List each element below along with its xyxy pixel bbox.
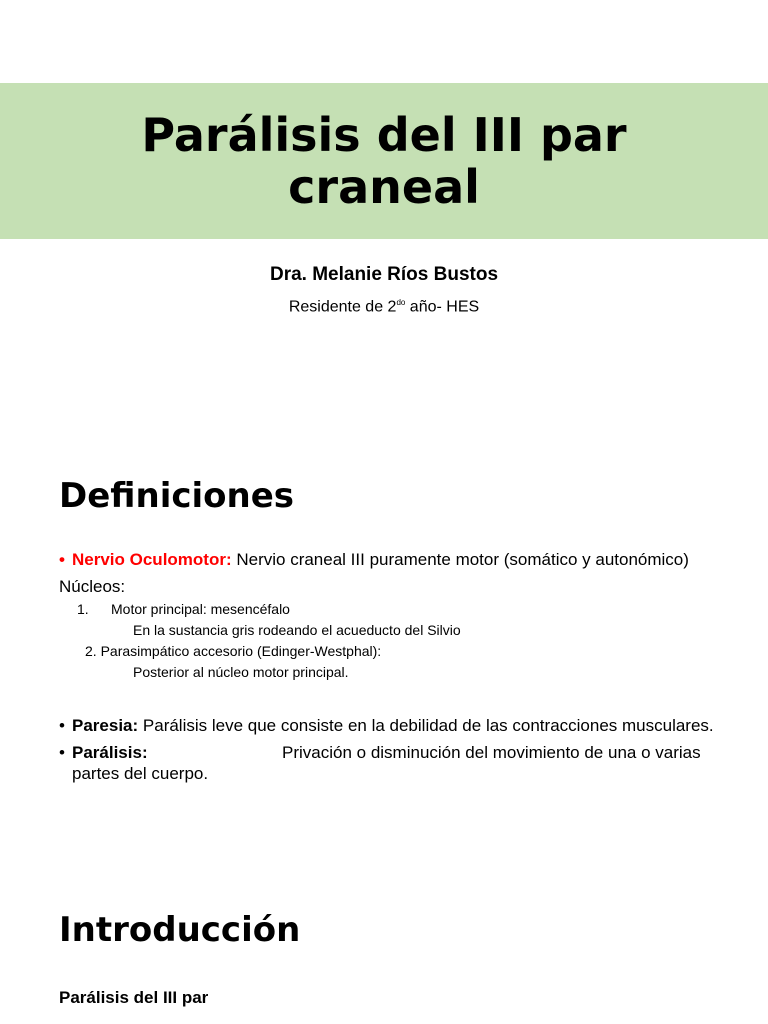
author-role [0, 298, 768, 316]
numbered-item-1 [77, 601, 290, 617]
term-nervio-oculomotor: Nervio Oculomotor: [72, 550, 232, 569]
bullet-paralisis [59, 743, 729, 763]
numbered-item-2: 2. Parasimpático accesorio (Edinger-Westphal): [85, 643, 382, 659]
bullet-nervio-oculomotor [59, 550, 689, 570]
definition-paralisis: Privación o disminución del movimiento de una o varias [282, 743, 701, 762]
definition-paralisis-continued: partes del cuerpo. [72, 764, 209, 783]
bullet-paresia [59, 716, 714, 736]
role-superscript: do [396, 298, 406, 307]
numbered-item-1-sub: En la sustancia gris rodeando el acueducto del Silvio [133, 622, 461, 638]
bullet-marker: • [59, 743, 65, 762]
term-paralisis: Parálisis: [72, 743, 148, 762]
bullet-marker: • [59, 716, 65, 735]
term-paresia: Paresia: [72, 716, 139, 735]
role-suffix: año- HES [405, 298, 480, 316]
section-heading-definiciones: Definiciones [59, 476, 295, 516]
definition-nervio-oculomotor: Nervio craneal III puramente motor (somático y autonómico) [231, 550, 689, 569]
introduccion-subheading: Parálisis del III par [59, 988, 209, 1007]
role-prefix: Residente de 2 [288, 298, 397, 316]
item-text: Motor principal: mesencéfalo [111, 601, 290, 617]
numbered-item-2-sub: Posterior al núcleo motor principal. [133, 664, 349, 680]
author-name: Dra. Melanie Ríos Bustos [269, 264, 499, 285]
section-heading-introduccion: Introducción [59, 910, 301, 950]
definition-paresia: Parálisis leve que consiste en la debilidad de las contracciones musculares. [138, 716, 714, 735]
nucleos-label: Núcleos: [59, 577, 126, 596]
item-number: 1. [77, 601, 89, 617]
title-band [0, 83, 768, 239]
slide-title: Parálisis del III par craneal [141, 108, 627, 214]
bullet-marker: • [59, 550, 65, 569]
